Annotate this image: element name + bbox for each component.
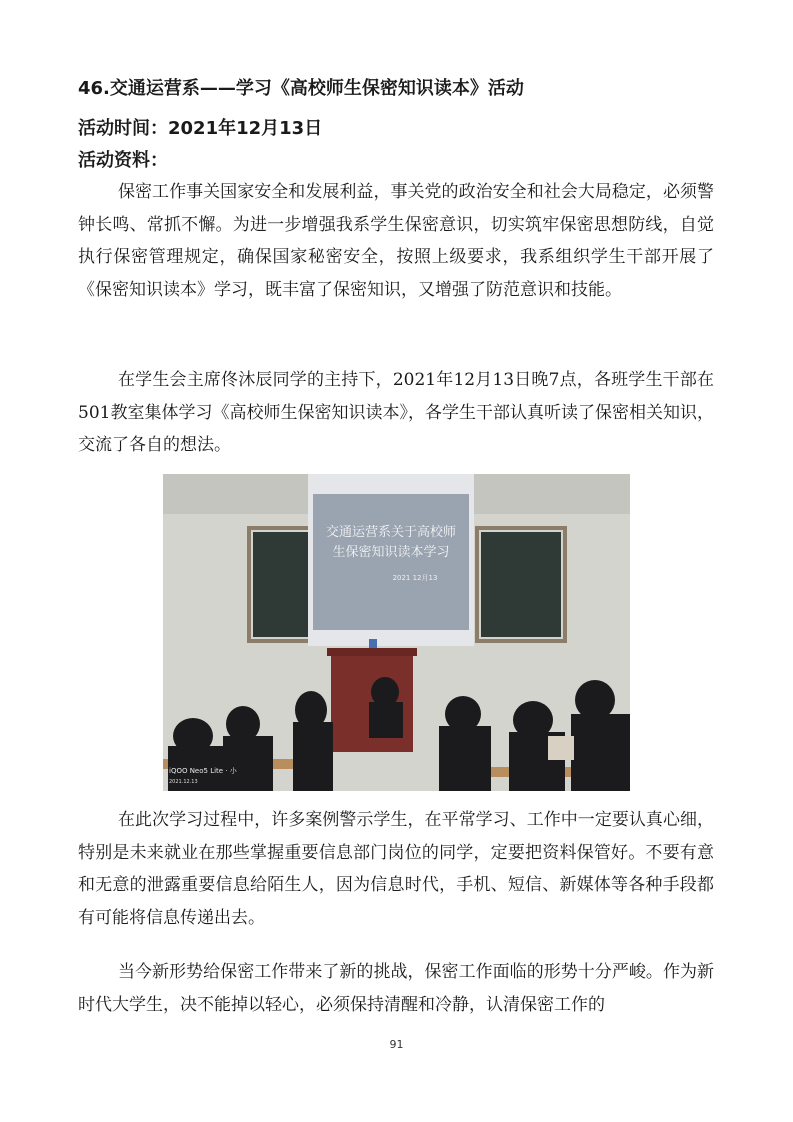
page-number: 91 [389, 1038, 404, 1051]
activity-title: 46.交通运营系——学习《高校师生保密知识读本》活动 [78, 78, 524, 99]
screen-title-line-1: 交通运营系关于高校师 [325, 525, 457, 540]
activity-material-label: 活动资料： [78, 150, 168, 171]
paragraph-4: 当今新形势给保密工作带来了新的挑战，保密工作面临的形势十分严峻。作为新时代大学生，决不能掉以轻心，必须保持清醒和冷静，认清保密工作的 [78, 962, 714, 1015]
photo-watermark: iQOO Neo5 Lite · 小 [169, 767, 237, 775]
activity-photo [163, 474, 630, 791]
paragraph-1: 保密工作事关国家安全和发展利益，事关党的政治安全和社会大局稳定，必须警钟长鸣、常抓不懈。为进一步增强我系学生保密意识，切实筑牢保密思想防线，自觉执行保密管理规定，确保国家秘密安全，按照上级要求，我系组织学生干部开展了《保密知识读本》学习，既丰富了保密知识，又增强了防范意识和技能。 [78, 182, 714, 300]
activity-time: 活动时间：2021年12月13日 [78, 118, 323, 139]
paragraph-2: 在学生会主席佟沐辰同学的主持下，2021年12月13日晚7点，各班学生干部在501教室集体学习《高校师生保密知识读本》，各学生干部认真听读了保密相关知识，交流了各自的想法。 [78, 370, 714, 456]
screen-date: 2021 12月13 [392, 574, 438, 582]
screen-title-line-2: 生保密知识读本学习 [332, 545, 450, 560]
paragraph-3: 在此次学习过程中，许多案例警示学生，在平常学习、工作中一定要认真心细，特别是未来就业在那些掌握重要信息部门岗位的同学，定要把资料保管好。不要有意和无意的泄露重要信息给陌生人，因为信息时代，手机、短信、新媒体等各种手段都有可能将信息传递出去。 [78, 810, 714, 928]
photo-watermark-date: 2021.12.13 [169, 779, 198, 785]
